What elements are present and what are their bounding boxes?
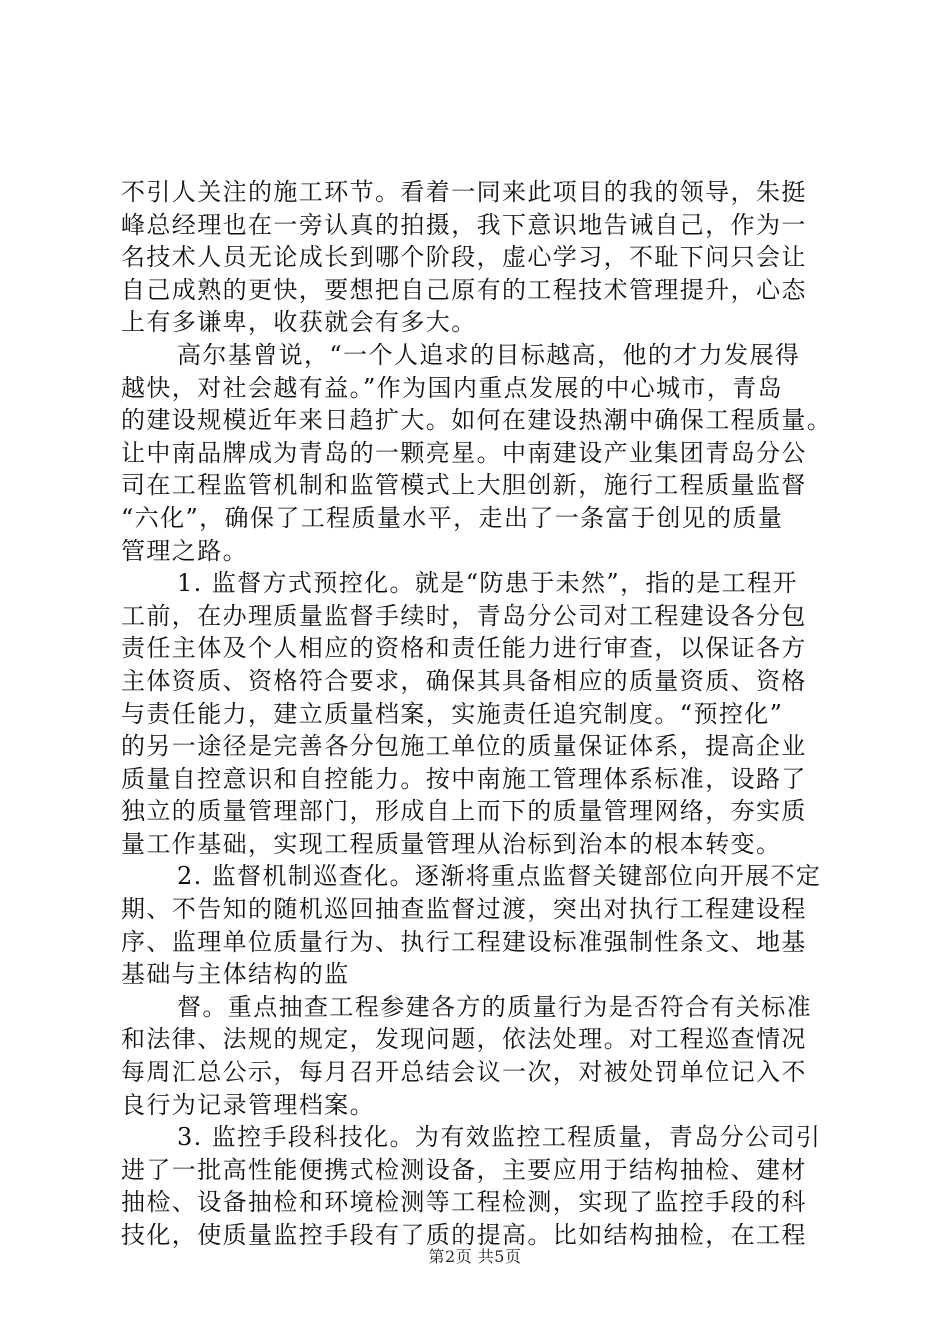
text-line: 每周汇总公示，每月召开总结会议一次，对被处罚单位记入不 [121, 1058, 807, 1087]
paragraph-start-line: 督。重点抽查工程参建各方的质量行为是否符合有关标准 [177, 992, 812, 1021]
text-line: 与责任能力，建立质量档案，实施责任追究制度。“预控化” [121, 699, 784, 728]
text-line: 主体资质、资格符合要求，确保其具备相应的质量资质、资格 [121, 666, 807, 695]
text-line: 工前，在办理质量监督手续时，青岛分公司对工程建设各分包 [121, 601, 807, 630]
text-line: “六化”，确保了工程质量水平，走出了一条富于创见的质量 [121, 503, 784, 532]
text-line: 管理之路。 [121, 536, 248, 565]
text-line: 良行为记录管理档案。 [121, 1090, 375, 1119]
text-line: 不引人关注的施工环节。看着一同来此项目的我的领导，朱挺 [121, 178, 807, 206]
text-line: 技化，使质量监控手段有了质的提高。比如结构抽检，在工程 [121, 1221, 807, 1249]
page-number-footer: 第2页 共5页 [428, 1247, 522, 1266]
text-line: 期、不告知的随机巡回抽查监督过渡，突出对执行工程建设程 [121, 895, 807, 924]
paragraph-start-line: 1. 监督方式预控化。就是“防患于未然”，指的是工程开 [177, 569, 798, 598]
text-line: 的建设规模近年来日趋扩大。如何在建设热潮中确保工程质量。 [121, 406, 833, 435]
text-line: 自己成熟的更快，要想把自己原有的工程技术管理提升，心态 [121, 275, 807, 304]
text-line: 和法律、法规的规定，发现问题，依法处理。对工程巡查情况 [121, 1025, 807, 1054]
text-line: 让中南品牌成为青岛的一颗亮星。中南建设产业集团青岛分公 [121, 438, 807, 467]
text-line: 抽检、设备抽检和环境检测等工程检测，实现了监控手段的科 [121, 1188, 807, 1217]
text-line: 的另一途径是完善各分包施工单位的质量保证体系，提高企业 [121, 732, 807, 761]
document-body [121, 176, 833, 1252]
text-line: 量工作基础，实现工程质量管理从治标到治本的根本转变。 [121, 829, 782, 858]
text-line: 进了一批高性能便携式检测设备，主要应用于结构抽检、建材 [121, 1155, 807, 1184]
paragraph-start-line: 高尔基曾说，“一个人追求的目标越高，他的才力发展得 [177, 340, 801, 369]
text-line: 基础与主体结构的监 [121, 960, 350, 989]
text-line: 责任主体及个人相应的资格和责任能力进行审查，以保证各方 [121, 634, 807, 663]
text-line: 上有多谦卑，收获就会有多大。 [121, 308, 477, 337]
text-line: 名技术人员无论成长到哪个阶段，虚心学习，不耻下问只会让 [121, 243, 807, 272]
text-line: 独立的质量管理部门，形成自上而下的质量管理网络，夯实质 [121, 797, 807, 826]
text-line: 越快，对社会越有益。”作为国内重点发展的中心城市，青岛 [121, 373, 784, 402]
text-line: 峰总经理也在一旁认真的拍摄，我下意识地告诫自己，作为一 [121, 210, 807, 239]
text-line: 司在工程监管机制和监管模式上大胆创新，施行工程质量监督 [121, 471, 807, 500]
text-line: 质量自控意识和自控能力。按中南施工管理体系标准，设路了 [121, 764, 807, 793]
paragraph-start-line: 2. 监督机制巡查化。逐渐将重点监督关键部位向开展不定 [177, 862, 822, 891]
paragraph-start-line: 3. 监控手段科技化。为有效监控工程质量，青岛分公司引 [177, 1123, 822, 1152]
text-line: 序、监理单位质量行为、执行工程建设标准强制性条文、地基 [121, 927, 807, 956]
